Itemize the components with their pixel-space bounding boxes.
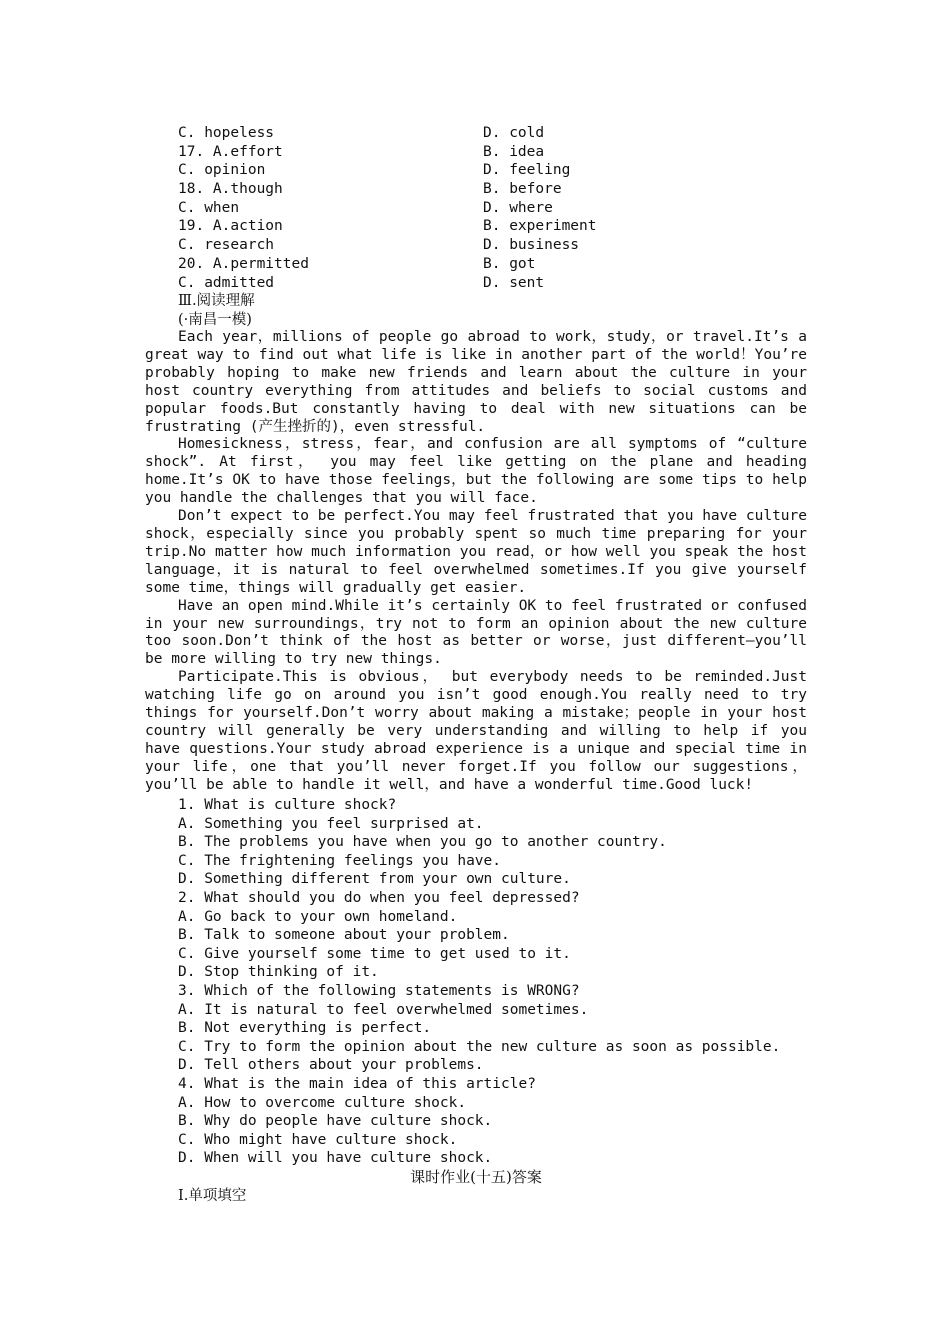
question-line: A. Go back to your own homeland. bbox=[178, 908, 458, 925]
option-right: D. sent bbox=[483, 274, 545, 291]
question-line: B. Not everything is perfect. bbox=[178, 1020, 432, 1037]
passage-paragraph: Don’t expect to be perfect.You may feel frustrated that you have culture shock，especially since you probably spent so much time preparing for your trip.No matter how much information you read，or how well you speak the host language，it is natural to feel overwhelmed sometimes.If you give yourself some time，things will gradually get easier. bbox=[145, 508, 807, 596]
option-right: D. feeling bbox=[483, 162, 571, 179]
passage-paragraph: Homesickness，stress，fear，and confusion are all symptoms of “culture shock”. At first， you may feel like getting on the plane and heading home.It’s OK to have those feelings，but the following are some tips to help you handle the challenges that you will face. bbox=[145, 436, 807, 507]
question-line: D. Something different from your own culture. bbox=[178, 871, 571, 888]
option-right: D. cold bbox=[483, 125, 545, 141]
questions-list bbox=[145, 796, 807, 1205]
option-row bbox=[178, 161, 818, 180]
option-right: B. before bbox=[483, 181, 562, 198]
question-line: C. The frightening feelings you have. bbox=[178, 852, 502, 869]
question-line: C. Try to form the opinion about the new culture as soon as possible. bbox=[178, 1038, 781, 1055]
option-right: D. business bbox=[483, 237, 580, 254]
question-line: D. Stop thinking of it. bbox=[178, 964, 379, 981]
option-row bbox=[178, 255, 818, 274]
answer-section-heading: Ⅰ.单项填空 bbox=[178, 1187, 247, 1204]
question-line: B. The problems you have when you go to another country. bbox=[178, 834, 667, 851]
option-row bbox=[178, 274, 818, 293]
question-line: C. Give yourself some time to get used to it. bbox=[178, 945, 571, 962]
question-line: B. Why do people have culture shock. bbox=[178, 1113, 493, 1130]
question-line: 2. What should you do when you feel depressed? bbox=[178, 889, 580, 906]
question-line: A. Something you feel surprised at. bbox=[178, 815, 484, 832]
option-left: C. hopeless bbox=[178, 125, 275, 141]
passage-paragraph: Each year，millions of people go abroad to work，study，or travel.It’s a great way to find out what life is like in another part of the world！You’re probably hoping to make new friends and learn about the culture in your host country everything from attitudes and beliefs to social customs and popular foods.But constantly having to deal with new situations can be frustrating (产生挫折的)，even stressful. bbox=[145, 329, 807, 435]
question-line: 4. What is the main idea of this article? bbox=[178, 1075, 536, 1092]
question-line: 1. What is culture shock? bbox=[178, 797, 397, 813]
option-row bbox=[178, 143, 818, 162]
option-left: 19. A.action bbox=[178, 218, 283, 235]
option-left: C. when bbox=[178, 199, 240, 216]
option-row bbox=[178, 199, 818, 218]
question-line: D. Tell others about your problems. bbox=[178, 1057, 484, 1074]
question-line: B. Talk to someone about your problem. bbox=[178, 927, 510, 944]
question-line: 3. Which of the following statements is WRONG? bbox=[178, 982, 580, 999]
option-left: 20. A.permitted bbox=[178, 255, 309, 272]
option-row bbox=[178, 236, 818, 255]
option-right: D. where bbox=[483, 199, 553, 216]
question-line: C. Who might have culture shock. bbox=[178, 1131, 458, 1148]
option-right: B. got bbox=[483, 255, 536, 272]
source-label: (·南昌一模) bbox=[178, 311, 252, 328]
option-left: 17. A.effort bbox=[178, 143, 283, 160]
question-line: D. When will you have culture shock. bbox=[178, 1150, 493, 1167]
option-right: B. idea bbox=[483, 143, 545, 160]
question-line: A. How to overcome culture shock. bbox=[178, 1094, 467, 1111]
options-table bbox=[178, 124, 818, 330]
option-right: B. experiment bbox=[483, 218, 597, 235]
option-left: C. admitted bbox=[178, 274, 275, 291]
option-row bbox=[178, 180, 818, 199]
option-left: 18. A.though bbox=[178, 181, 283, 198]
option-row bbox=[178, 124, 818, 143]
question-line: A. It is natural to feel overwhelmed sometimes. bbox=[178, 1001, 589, 1018]
reading-passage bbox=[145, 329, 807, 795]
passage-paragraph: Have an open mind.While it’s certainly OK to feel frustrated or confused in your new surroundings，try not to form an opinion about the new culture too soon.Don’t think of the host as better or worse，just different—you’ll be more willing to try new things. bbox=[145, 597, 807, 668]
option-row bbox=[178, 217, 818, 236]
passage-paragraph: Participate.This is obvious， but everybody needs to be reminded.Just watching life go on around you isn’t good enough.You really need to try things for yourself.Don’t worry about making a mistake；people in your host country will generally be very understanding and willing to help if you have questions.Your study abroad experience is a unique and special time in your life，one that you’ll never forget.If you follow our suggestions，you’ll be able to handle it well，and have a wonderful time.Good luck! bbox=[145, 669, 807, 793]
answer-title: 课时作业(十五)答案 bbox=[410, 1167, 542, 1186]
option-left: C. research bbox=[178, 237, 275, 254]
section-heading: Ⅲ.阅读理解 bbox=[178, 293, 255, 310]
option-left: C. opinion bbox=[178, 162, 266, 179]
